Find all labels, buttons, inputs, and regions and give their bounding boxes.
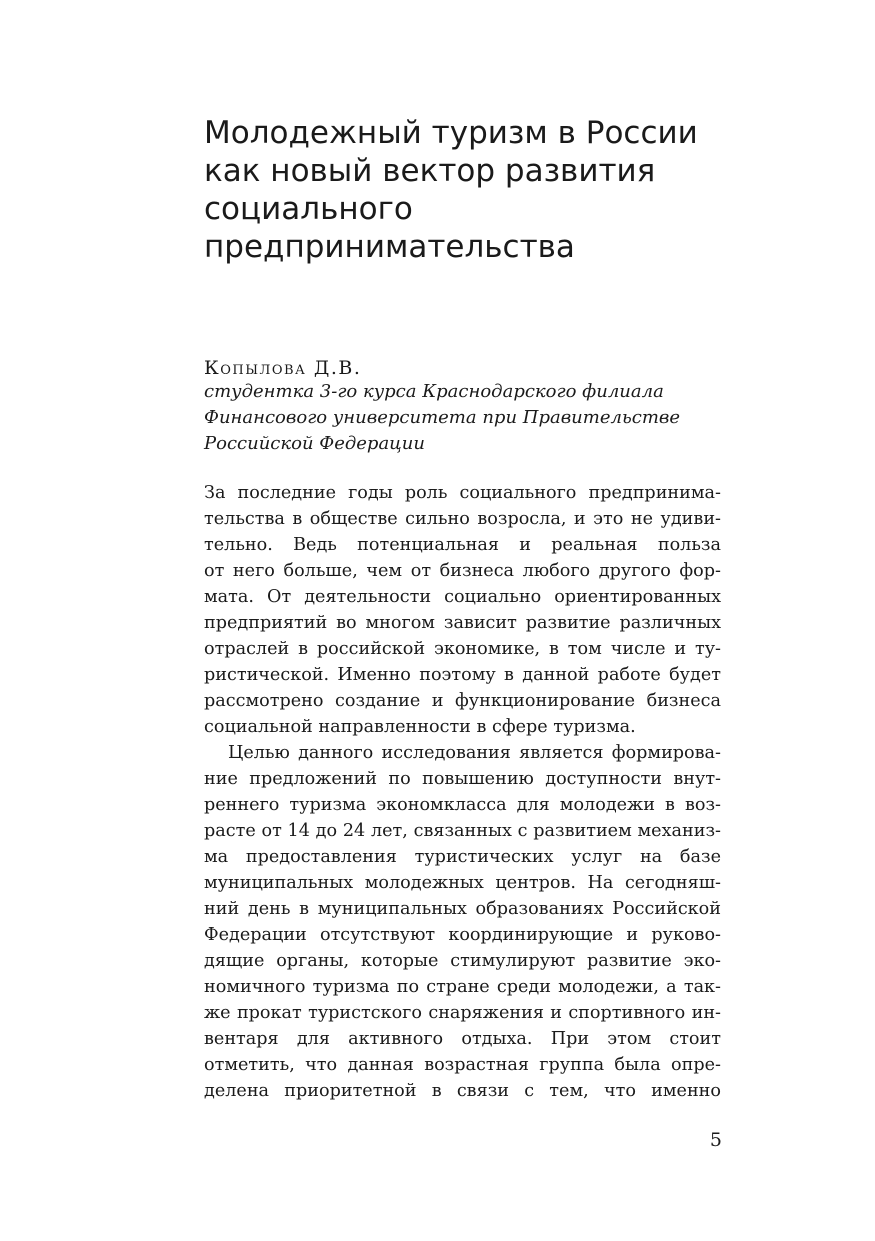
text-line: реннего туризма экономкласса для молодежи в воз- (204, 795, 721, 815)
text-line: ристической. Именно поэтому в данной работе будет (204, 665, 721, 685)
affiliation-line: студентка 3-го курса Краснодарского филиала (204, 381, 664, 402)
text-line: Целью данного исследования является формирова- (228, 743, 721, 763)
text-line: За последние годы роль социального предпринима- (204, 483, 721, 503)
paragraph-1 (204, 480, 721, 740)
text-line: тельно. Ведь потенциальная и реальная польза (204, 535, 721, 555)
text-line: дящие органы, которые стимулируют развитие эко- (204, 951, 721, 971)
text-line: ма предоставления туристических услуг на базе (204, 847, 721, 867)
title-line: Молодежный туризм в России (204, 115, 698, 151)
title-line: как новый вектор развития (204, 153, 656, 189)
affiliation-line: Российской Федерации (204, 433, 425, 454)
affiliation-line: Финансового университета при Правительстве (204, 407, 681, 428)
text-line: рассмотрено создание и функционирование бизнеса (204, 691, 721, 711)
text-line: отметить, что данная возрастная группа была опре- (204, 1055, 721, 1075)
article-title (204, 114, 724, 266)
title-line: предпринимательства (204, 229, 575, 265)
text-line: муниципальных молодежных центров. На сегодняш- (204, 873, 721, 893)
text-line: ние предложений по повышению доступности внут- (204, 769, 721, 789)
page-number: 5 (709, 1129, 722, 1151)
text-line: расте от 14 до 24 лет, связанных с развитием механиз- (204, 821, 721, 841)
author-affiliation (204, 379, 680, 457)
text-line: предприятий во многом зависит развитие различных (204, 613, 721, 633)
paragraph-2 (204, 740, 721, 1104)
text-line: отраслей в российской экономике, в том числе и ту- (204, 639, 721, 659)
title-line: социального (204, 191, 413, 227)
text-line: социальной направленности в сфере туризма. (204, 717, 636, 737)
text-line: мата. От деятельности социально ориентированных (204, 587, 721, 607)
author-name: Копылова Д.В. (204, 357, 362, 379)
text-line: от него больше, чем от бизнеса любого другого фор- (204, 561, 721, 581)
text-line: делена приоритетной в связи с тем, что именно (204, 1081, 721, 1101)
text-line: же прокат туристского снаряжения и спортивного ин- (204, 1003, 721, 1023)
article-body (204, 480, 721, 1104)
text-line: ний день в муниципальных образованиях Российской (204, 899, 721, 919)
text-line: тельства в обществе сильно возросла, и это не удиви- (204, 509, 721, 529)
text-line: номичного туризма по стране среди молодежи, а так- (204, 977, 721, 997)
text-line: Федерации отсутствуют координирующие и руково- (204, 925, 721, 945)
text-line: вентаря для активного отдыха. При этом стоит (204, 1029, 721, 1049)
